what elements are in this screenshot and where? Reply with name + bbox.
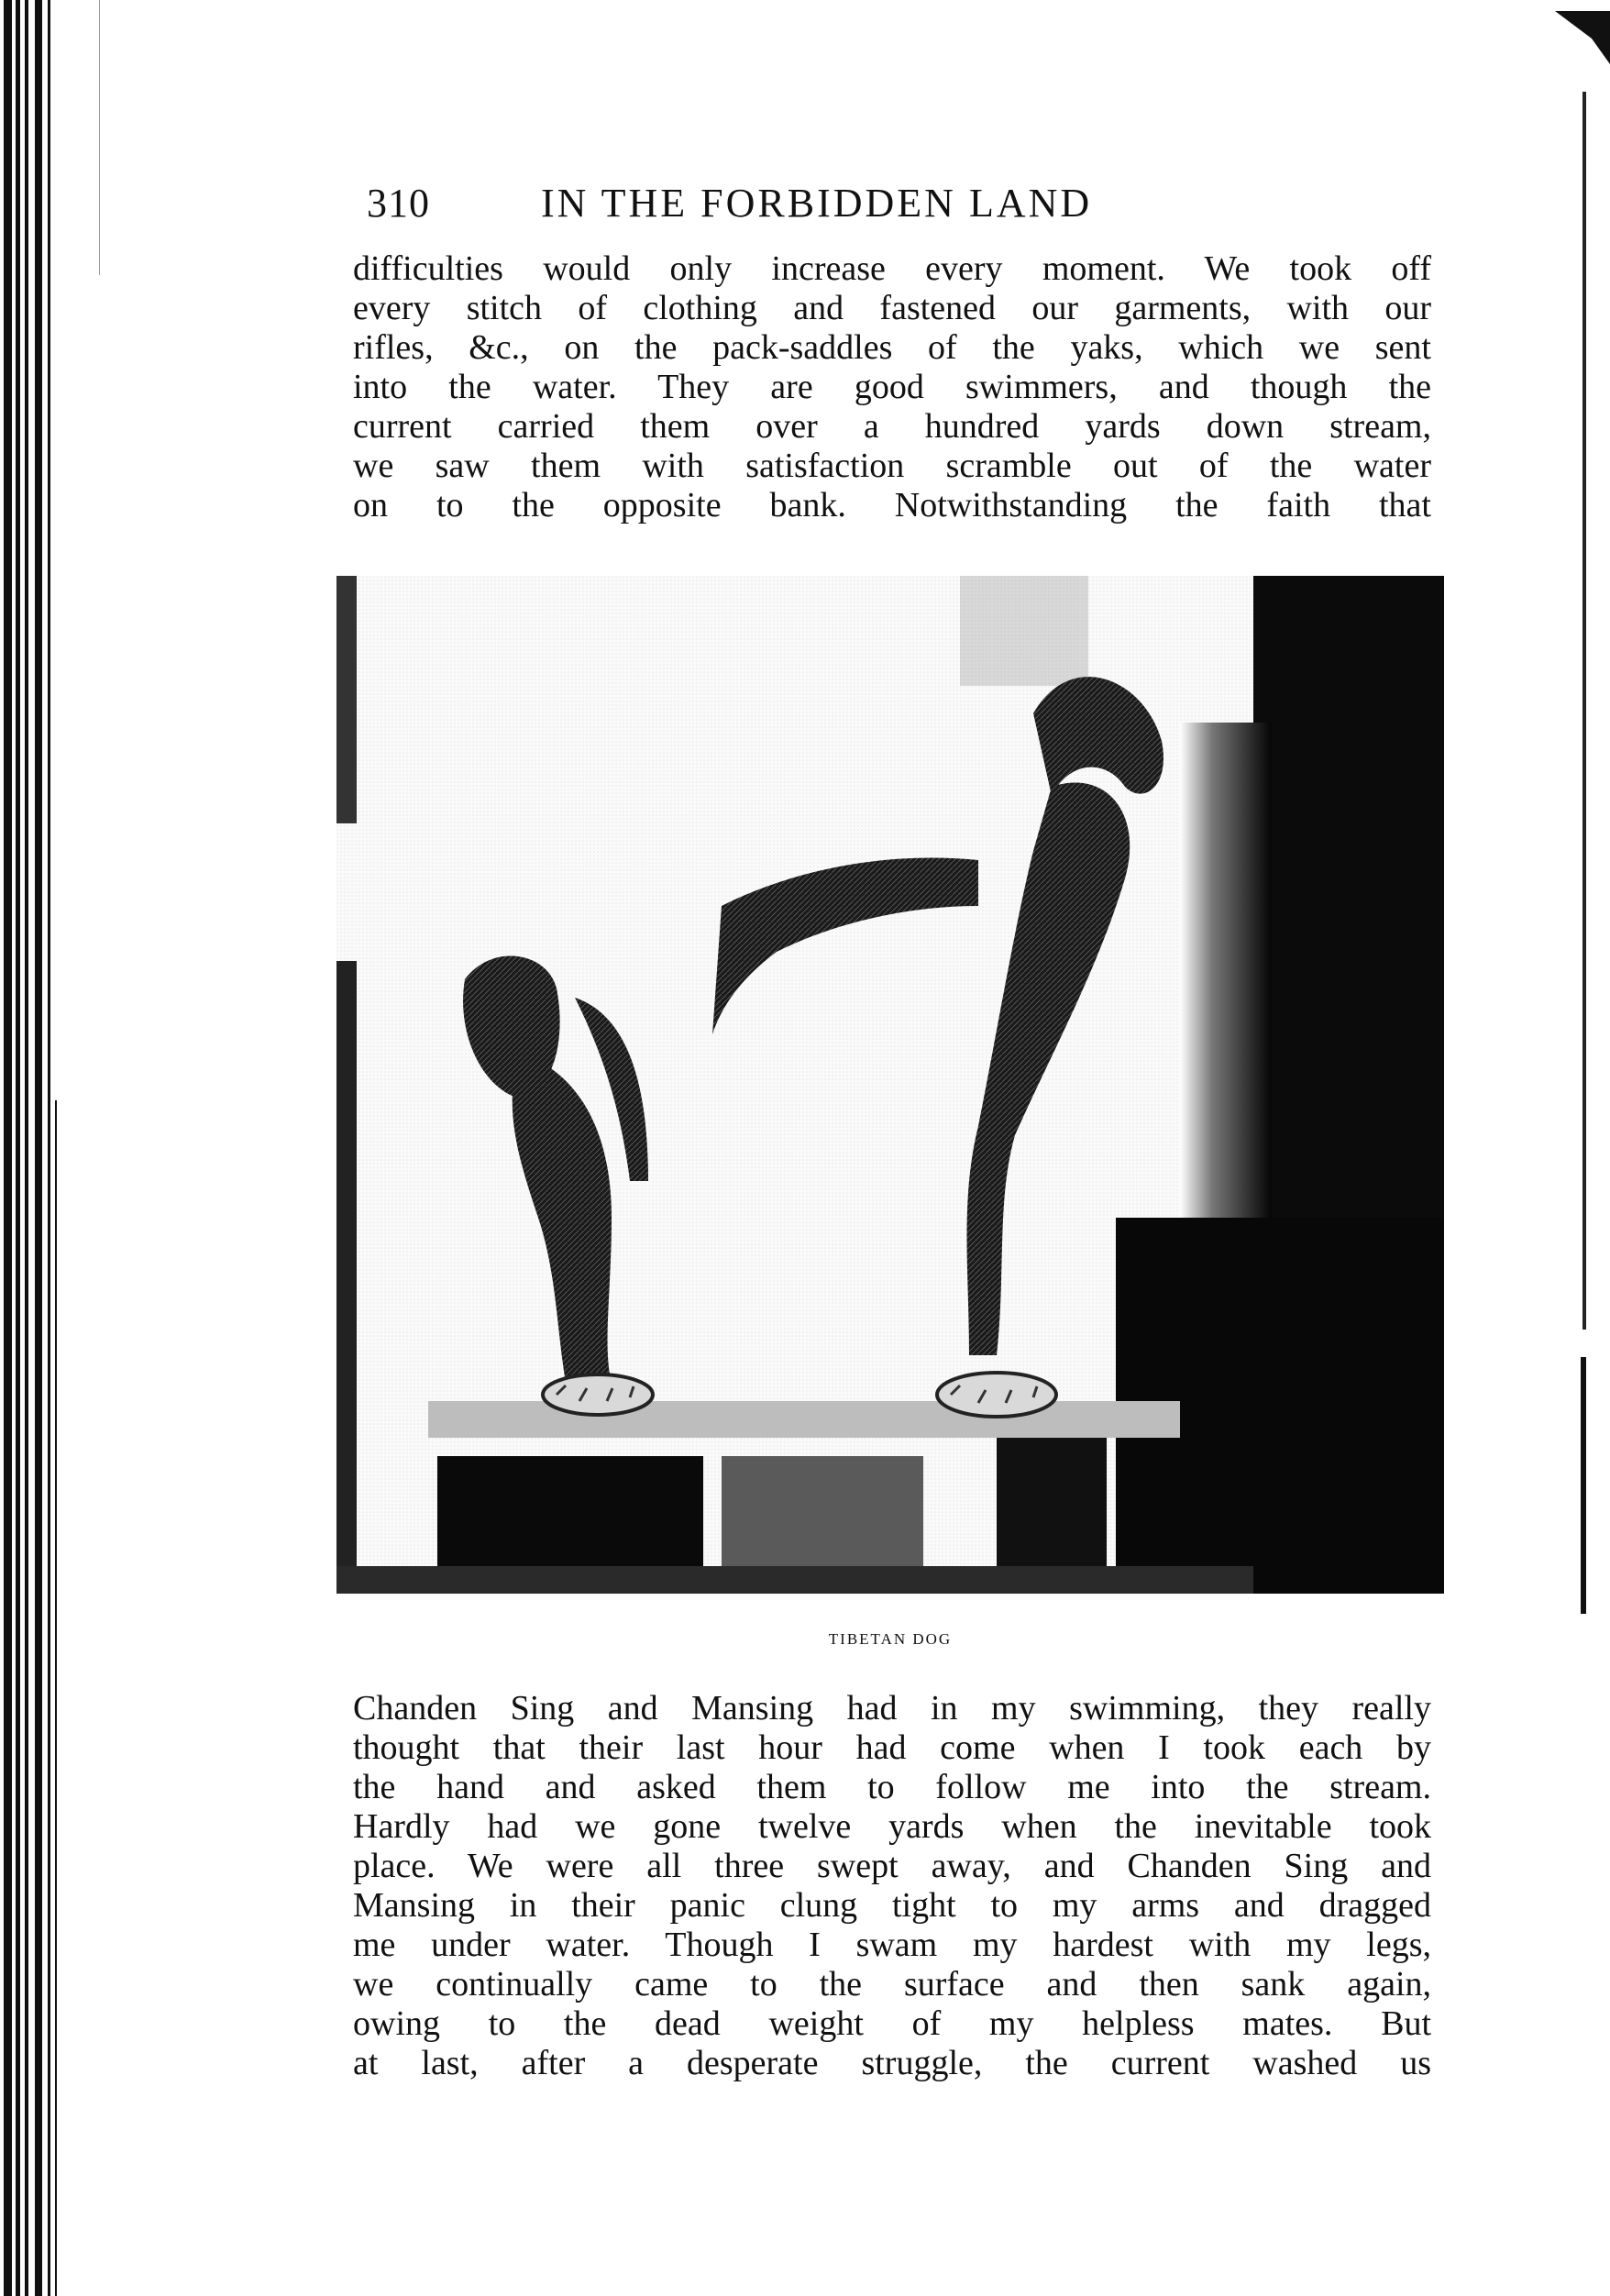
figure-caption: TIBETAN DOG [828, 1630, 953, 1648]
tibetan-dog-photograph [336, 576, 1444, 1594]
text-line: Mansing in their panic clung tight to my arms and dragged [353, 1886, 1431, 1925]
text-line: me under water. Though I swam my hardest with my legs, [353, 1926, 1431, 1964]
running-title: IN THE FORBIDDEN LAND [541, 181, 1093, 226]
text-line: every stitch of clothing and fastened our garments, with our [353, 289, 1431, 327]
scan-right-edge [1555, 0, 1610, 2296]
page-number: 310 [367, 181, 430, 226]
text-line: into the water. They are good swimmers, and though the [353, 368, 1431, 406]
text-line: owing to the dead weight of my helpless mates. But [353, 2004, 1431, 2043]
body-text-bottom [353, 1689, 1431, 2083]
text-line: on to the opposite bank. Notwithstanding the faith that [353, 486, 1431, 524]
scan-binding-edge [0, 0, 73, 2296]
text-line: place. We were all three swept away, and Chanden Sing and [353, 1847, 1431, 1885]
dog-photo-illustration [336, 576, 1444, 1594]
text-line: Chanden Sing and Mansing had in my swimming, they really [353, 1689, 1431, 1728]
text-line: we saw them with satisfaction scramble out of the water [353, 447, 1431, 485]
text-line: at last, after a desperate struggle, the current washed us [353, 2044, 1431, 2082]
running-header [367, 180, 1284, 235]
text-line: difficulties would only increase every moment. We took off [353, 249, 1431, 288]
text-line: we continually came to the surface and then sank again, [353, 1965, 1431, 2003]
body-text-top [353, 249, 1431, 525]
text-line: current carried them over a hundred yards down stream, [353, 407, 1431, 446]
text-line: rifles, &c., on the pack-saddles of the yaks, which we sent [353, 328, 1431, 367]
text-line: thought that their last hour had come when I took each by [353, 1728, 1431, 1767]
text-line: Hardly had we gone twelve yards when the inevitable took [353, 1807, 1431, 1846]
text-line: the hand and asked them to follow me into the stream. [353, 1768, 1431, 1806]
